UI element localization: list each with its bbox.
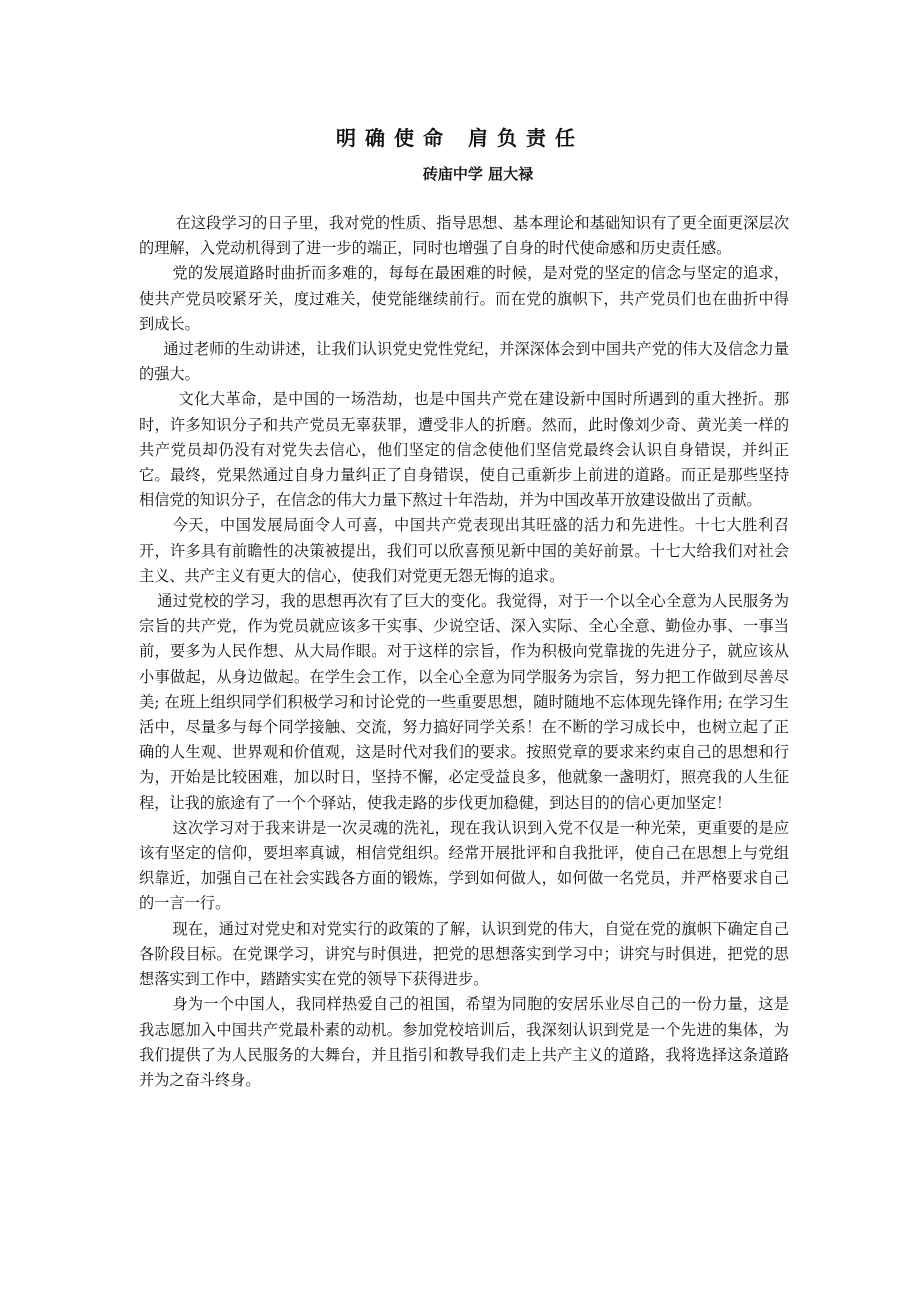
document-title: 明确使命 肩负责任 (336, 126, 584, 150)
paragraph-2: 党的发展道路时曲折而多难的，每每在最困难的时候，是对党的坚定的信念与坚定的追求，使共产党员咬紧牙关，度过难关，使党能继续前行。而在党的旗帜下，共产党员们也在曲折中得到成长。 (139, 264, 789, 333)
paragraph-3: 通过老师的生动讲述，让我们认识党史党性党纪，并深深体会到中国共产党的伟大及信念力量的强大。 (139, 340, 789, 384)
paragraph-6: 通过党校的学习，我的思想再次有了巨大的变化。我觉得，对于一个以全心全意为人民服务为宗旨的共产党，作为党员就应该多干实事、少说空话、深入实际、全心全意、勤俭办事、一事当前，要多为人民作想、从大局作眼。对于这样的宗旨，作为积极向党靠拢的先进分子，就应该从小事做起，从身边做起。在学生会工作，以全心全意为同学服务为宗旨，努力把工作做到尽善尽美; 在班上组织同学们积极学习和讨论党的一些重要思想，随时随地不忘体现先锋作用; 在学习生活中，尽量多与每个同学接触、交流，努力搞好同学关系！在不断的学习成长中，也树立起了正确的人生观、世界观和价值观，这是时代对我们的要求。按照党章的要求来约束自己的思想和行为，开始是比较困难，加以时日，坚持不懈，必定受益良多，他就象一盏明灯，照亮我的人生征程，让我的旅途有了一个个驿站，使我走路的步伐更加稳健，到达目的的信心更加坚定！ (139, 592, 789, 812)
author-byline: 砖庙中学 屈大禄 (422, 165, 534, 183)
paragraph-1: 在这段学习的日子里，我对党的性质、指导思想、基本理论和基础知识有了更全面更深层次的理解，入党动机得到了进一步的端正，同时也增强了自身的时代使命感和历史责任感。 (139, 214, 789, 258)
paragraph-5: 今天，中国发展局面令人可喜，中国共产党表现出其旺盛的活力和先进性。十七大胜利召开，许多具有前瞻性的决策被提出，我们可以欣喜预见新中国的美好前景。十七大给我们对社会主义、共产主义有更大的信心，使我们对党更无怨无悔的追求。 (139, 516, 789, 585)
paragraph-4: 文化大革命，是中国的一场浩劫，也是中国共产党在建设新中国时所遇到的重大挫折。那时，许多知识分子和共产党员无辜获罪，遭受非人的折磨。然而，此时像刘少奇、黄光美一样的共产党员却仍没有对党失去信心，他们坚定的信念使他们坚信党最终会认识自身错误，并纠正它。最终，党果然通过自身力量纠正了自身错误，使自己重新步上前进的道路。而正是那些坚持相信党的知识分子，在信念的伟大力量下熬过十年浩劫，并为中国改革开放建设做出了贡献。 (139, 390, 789, 510)
paragraph-9: 身为一个中国人，我同样热爱自己的祖国，希望为同胞的安居乐业尽自己的一份力量，这是我志愿加入中国共产党最朴素的动机。参加党校培训后，我深刻认识到党是一个先进的集体，为我们提供了为人民服务的大舞台，并且指引和教导我们走上共产主义的道路，我将选择这条道路并为之奋斗终身。 (139, 995, 789, 1089)
document-body (139, 211, 789, 1093)
paragraph-8: 现在，通过对党史和对党实行的政策的了解，认识到党的伟大，自觉在党的旗帜下确定自己各阶段目标。在党课学习，讲究与时俱进，把党的思想落实到学习中；讲究与时俱进，把党的思想落实到工作中，踏踏实实在党的领导下获得进步。 (139, 919, 789, 989)
paragraph-7: 这次学习对于我来讲是一次灵魂的洗礼，现在我认识到入党不仅是一种光荣，更重要的是应该有坚定的信仰，要坦率真诚，相信党组织。经常开展批评和自我批评，使自己在思想上与党组织靠近，加强自己在社会实践各方面的锻炼，学到如何做人，如何做一名党员，并严格要求自己的一言一行。 (139, 818, 789, 913)
